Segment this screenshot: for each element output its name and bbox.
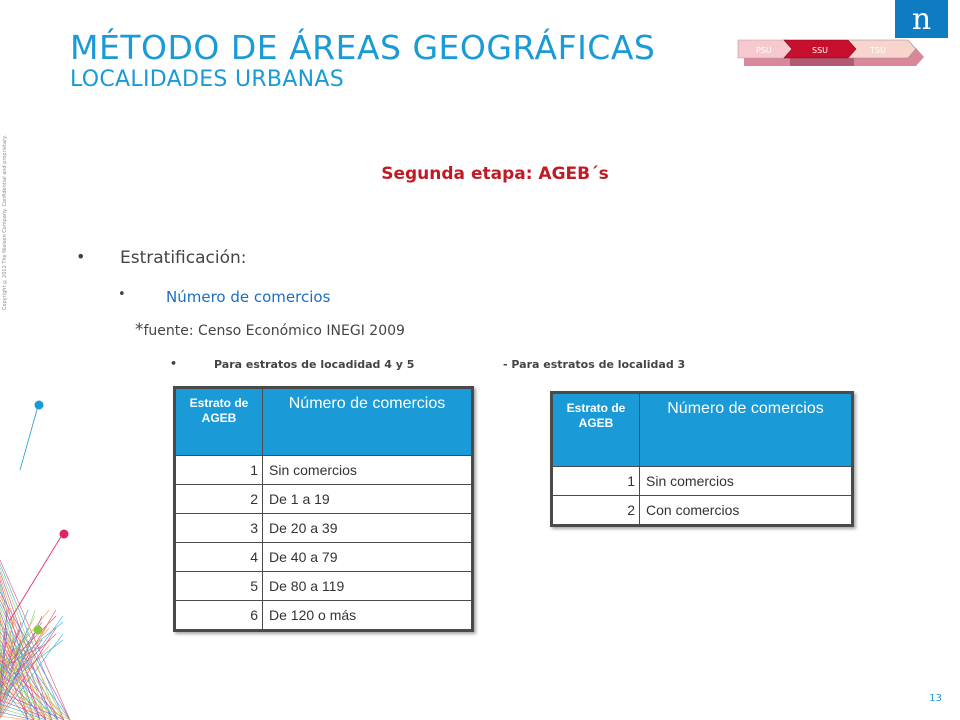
bullet-dot: • [76,247,86,266]
table-row [552,467,853,496]
cell-numero-comercios: De 120 o más [263,601,473,631]
cell-numero-comercios: De 20 a 39 [263,514,473,543]
cell-estrato: 6 [175,601,263,631]
bullet-commerce-count-text: Número de comercios [166,288,331,306]
section-heading-label: Segunda etapa [381,164,526,184]
bullet-locality-4-5-text: Para estratos de locadidad 4 y 5 [214,358,415,371]
decor-dot-blue [35,401,44,410]
source-text: fuente: Censo Económico INEGI 2009 [143,323,405,339]
decor-dot-green [34,626,43,635]
cell-estrato: 3 [175,514,263,543]
cell-estrato: 1 [175,456,263,485]
sampling-stage-indicator [730,34,930,78]
copyright-notice: Copyright ©2012 The Nielsen Company. Confidential and proprietary. [2,135,8,310]
cell-numero-comercios: Sin comercios [263,456,473,485]
cell-estrato: 4 [175,543,263,572]
bullet-dot: • [170,357,178,370]
cell-estrato: 1 [552,467,640,496]
header-estrato: Estrato de AGEB [175,388,263,456]
table-row [175,485,473,514]
step-ssu-label: SSU [812,46,829,55]
step-tsu-label: TSU [870,46,886,55]
bullet-dot: • [118,287,126,302]
table-row [175,543,473,572]
header-numero-comercios: Número de comercios [263,388,473,456]
section-heading-rest: : AGEB´s [525,164,609,184]
cell-estrato: 2 [175,485,263,514]
header-estrato: Estrato de AGEB [552,393,640,467]
cell-estrato: 5 [175,572,263,601]
brand-logo: n [895,0,948,38]
page-subtitle: LOCALIDADES URBANAS [70,67,345,92]
step-tsu [848,40,916,58]
cell-numero-comercios: Sin comercios [640,467,853,496]
step-ssu [784,40,856,58]
page-number: 13 [929,693,942,704]
table-row [175,601,473,631]
cell-estrato: 2 [552,496,640,526]
decorative-lines [0,360,100,720]
bullet-locality-3-text: - Para estratos de localidad 3 [503,358,686,371]
source-note [135,320,405,340]
cell-numero-comercios: De 80 a 119 [263,572,473,601]
section-heading [0,164,960,184]
cell-numero-comercios: De 40 a 79 [263,543,473,572]
cell-numero-comercios: De 1 a 19 [263,485,473,514]
page-title: MÉTODO DE ÁREAS GEOGRÁFICAS [70,28,656,67]
source-star: * [135,320,144,340]
bullet-stratification-text: Estratificación: [120,248,247,268]
table-header-row [175,388,473,456]
step-psu-label: PSU [756,46,772,55]
cell-numero-comercios: Con comercios [640,496,853,526]
decor-dot-pink [60,530,69,539]
table-header-row [552,393,853,467]
strata-table-locality-3 [550,391,854,527]
table-row [175,572,473,601]
table-row [175,456,473,485]
strata-table-locality-4-5 [173,386,474,632]
table-row [175,514,473,543]
table-row [552,496,853,526]
header-numero-comercios: Número de comercios [640,393,853,467]
